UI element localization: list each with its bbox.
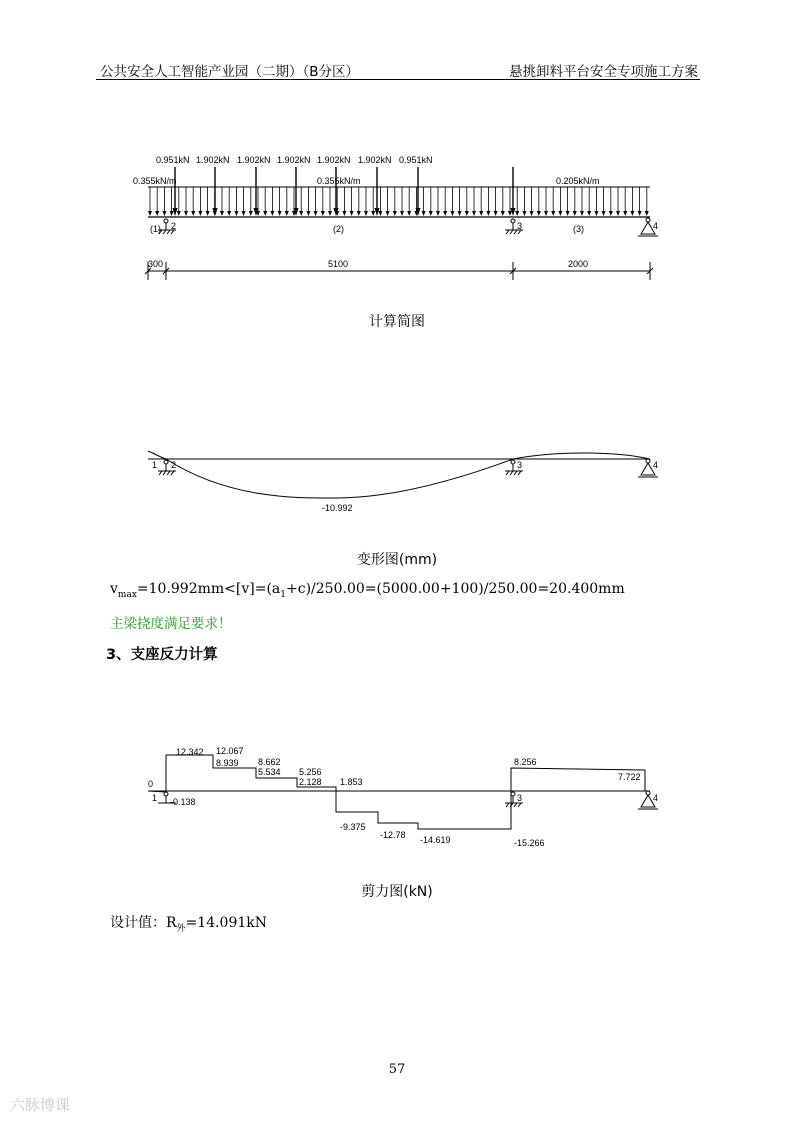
load-arrow-head [450,211,454,216]
load-arrow-head [429,211,433,216]
shear-label-8.939: 8.939 [216,758,239,768]
load-arrow-head [270,211,274,216]
load-arrow-head [537,211,541,216]
node-label-1: 1 [152,460,158,470]
load-arrow-head [177,211,181,216]
load-arrow-head [465,211,469,216]
load-arrow-head [566,211,570,216]
load-arrow-head [162,211,166,216]
load-arrow-head [314,211,318,216]
load-arrow-head [242,211,246,216]
dim-label-5100: 5100 [328,259,349,269]
shear-label-8.256: 8.256 [514,757,537,767]
load-arrow-head [400,211,404,216]
dim-label-2000: 2000 [568,259,589,269]
page-number: 57 [388,1062,406,1077]
deflection-ok-text: 主梁挠度满足要求！ [110,616,232,632]
point-load-arrow-head [375,208,380,216]
load-arrow-head [472,211,476,216]
load-arrow-head [285,211,289,216]
load-arrow-head [342,211,346,216]
load-arrow-head [299,211,303,216]
deflection-check-formula [110,581,625,600]
load-arrow-head [494,211,498,216]
load-arrow-head [508,211,512,216]
load-arrow-head [206,211,210,216]
point-load-label-2: 1.902kN [196,155,230,165]
load-arrow-head [623,211,627,216]
node-label-2: 2 [171,460,177,470]
design-result: =14.091kN [185,915,268,931]
load-arrow-head [350,211,354,216]
load-arrow-head [220,211,224,216]
load-arrow-head [371,211,375,216]
load-arrow-head [530,211,534,216]
load-arrow-head [263,211,267,216]
load-arrow-head [278,211,282,216]
node-label-3: 3 [517,460,523,470]
load-arrow-head [558,211,562,216]
shear-label-1.853: 1.853 [340,777,363,787]
point-load-label-6: 1.902kN [358,155,392,165]
shear-label-neg9.375: -9.375 [340,822,366,832]
load-arrow-head [609,211,613,216]
design-label: 设计值：R [110,915,177,931]
load-arrow-head [386,211,390,216]
header-rule [96,79,700,80]
load-arrow-head [573,211,577,216]
point-load-label-3: 1.902kN [237,155,271,165]
deformation-caption: 变形图(mm) [356,552,438,568]
section-heading: 3、支座反力计算 [106,647,218,663]
shear-label-neg12.78: -12.78 [380,830,406,840]
load-arrow-head [544,211,548,216]
dist-load-label-1: 0.355kN/m [133,176,177,186]
deflection-curve [148,451,650,498]
point-load-arrow-head [173,208,178,216]
node-label-4: 4 [653,460,659,470]
shear-label-neg15.266: -15.266 [514,838,545,848]
member-label-2: (2) [333,224,344,234]
a-subscript: 1 [280,589,287,600]
node-label-4: 4 [653,221,659,231]
calc-diagram-caption: 计算简图 [369,314,425,330]
load-arrow-head [198,211,202,216]
load-arrow-head [378,211,382,216]
load-arrow-head [227,211,231,216]
dim-label-300: 300 [148,259,164,269]
shear-label-7.722: 7.722 [618,772,641,782]
dist-load-label-2: 0.355kN/m [317,176,361,186]
point-load-label-7: 0.951kN [399,155,433,165]
v-subscript: max [117,589,137,600]
load-arrow-head [479,211,483,216]
node-label-2: 2 [171,221,177,231]
shear-label-neg14.619: -14.619 [420,835,451,845]
load-arrow-head [587,211,591,216]
shear-label-12.067: 12.067 [216,746,244,756]
max-deflection-label: -10.992 [322,503,353,513]
shear-label-zero: 0 [148,779,154,789]
deformation-diagram [0,440,794,520]
formula-part-2: +c)/250.00=(5000.00+100)/250.00=20.400mm [286,581,625,597]
load-arrow-head [364,211,368,216]
load-arrow-head [443,211,447,216]
v-symbol: v [110,581,118,597]
load-arrow-head [602,211,606,216]
header-right-title: 悬挑卸料平台安全专项施工方案 [509,64,698,80]
load-arrow-head [551,211,555,216]
load-arrow-head [501,211,505,216]
node-label-4: 4 [653,793,659,803]
load-arrow-head [184,211,188,216]
load-arrow-head [306,211,310,216]
load-arrow-head [580,211,584,216]
load-arrow-head [522,211,526,216]
shear-label-neg0.138: -0.138 [170,797,196,807]
load-arrow-head [486,211,490,216]
shear-label-5.534: 5.534 [258,767,281,777]
watermark: 六脉博课 [10,1096,71,1114]
load-arrow-head [155,211,159,216]
distributed-load-arrows [148,187,649,216]
load-arrow-head [321,211,325,216]
design-value [110,912,267,934]
load-arrow-head [630,211,634,216]
load-arrow-head [645,211,649,216]
point-load-label-1: 0.951kN [156,155,190,165]
node-label-3: 3 [517,793,523,803]
load-arrow-head [594,211,598,216]
load-arrow-head [458,211,462,216]
calc-diagram [0,140,794,300]
design-subscript: 外 [176,923,186,934]
formula-part-1: =10.992mm<[v]=(a [136,581,281,597]
load-arrow-head [357,211,361,216]
member-label-3: (3) [573,224,584,234]
shear-label-12.342: 12.342 [176,747,204,757]
dist-load-label-3: 0.205kN/m [556,176,600,186]
load-arrow-head [422,211,426,216]
load-arrow-head [191,211,195,216]
point-load-label-4: 1.902kN [277,155,311,165]
load-arrow-head [616,211,620,216]
shear-caption: 剪力图(kN) [361,884,433,900]
load-arrow-head [638,211,642,216]
node-label-1: 1 [152,793,158,803]
shear-label-8.662: 8.662 [258,757,281,767]
load-arrow-head [515,211,519,216]
shear-diagram [0,735,794,855]
header-left-title: 公共安全人工智能产业园（二期）（B分区） [100,64,360,80]
member-label-1: (1) [150,224,161,234]
load-arrow-head [436,211,440,216]
load-arrow-head [393,211,397,216]
load-arrow-head [328,211,332,216]
load-arrow-head [407,211,411,216]
shear-label-2.128: 2.128 [299,777,322,787]
load-arrow-head [234,211,238,216]
load-arrow-head [170,211,174,216]
load-arrow-head [148,211,152,216]
load-arrow-head [249,211,253,216]
node-label-3: 3 [517,221,523,231]
shear-label-5.256: 5.256 [299,767,322,777]
point-load-label-5: 1.902kN [317,155,351,165]
